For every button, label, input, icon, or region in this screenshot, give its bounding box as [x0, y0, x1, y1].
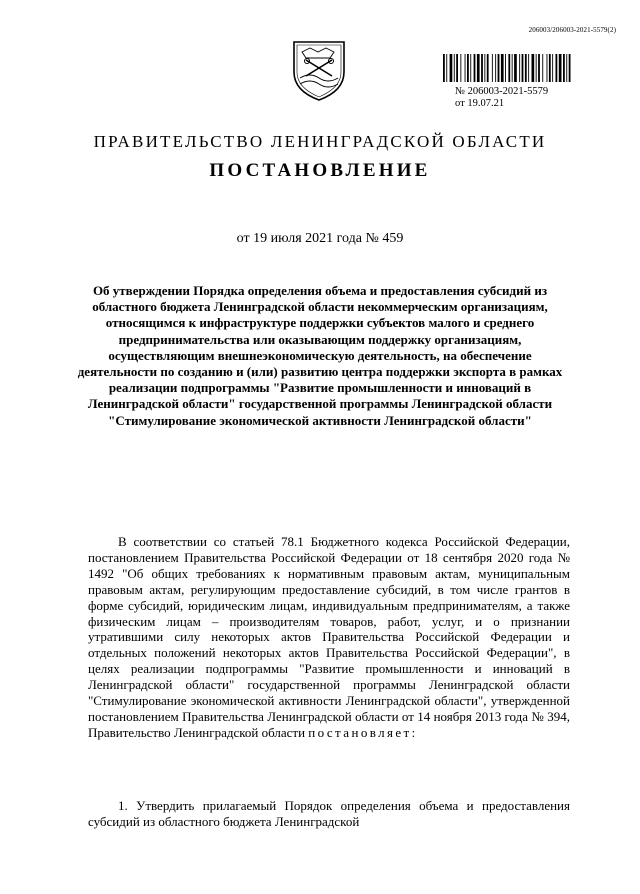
registration-number: № 206003-2021-5579 — [455, 86, 549, 97]
preamble-text: В соответствии со статьей 78.1 Бюджетного кодекса Российской Федерации, постановлением Правительства Российской Федерации от 18 сентября 2020 года № 1492 "Об общих требованиях к нормативным правовым актам, муниципальным правовым актам, регулирующим предоставление субсидий, в том числе грантов в форме субсидий, юридическим лицам, индивидуальным предпринимателям, а также физическим лицам – производителям товаров, работ, услуг, и о признании утратившими силу некоторых актов Правительства Российской Федерации и отдельных положений некоторых актов Правительства Российской Федерации", в целях реализации подпрограммы "Развитие промышленности и инноваций в Ленинградской области" государственной программы Ленинградской области "Стимулирование экономической активности Ленинградской области", утвержденной постановлением Правительства Ленинградской области от 14 ноября 2013 года № 394, Правительство Ленинградской области — [88, 534, 570, 740]
registration-info — [455, 86, 548, 110]
document-title: Об утверждении Порядка определения объема и предоставления субсидий из областного бюджета Ленинградской области некоммерческим организациям, относящимся к инфраструктуре поддержки субъектов малого и среднего предпринимательства или оказывающим поддержку организациям, осуществляющим внешнеэкономическую деятельность, на обеспечение деятельности по созданию и (или) развитию центра поддержки экспорта в рамках реализации подпрограммы "Развитие промышленности и инноваций в Ленинградской области" государственной программы Ленинградской области "Стимулирование экономической активности Ленинградской области" — [77, 283, 563, 428]
document-type-heading: ПОСТАНОВЛЕНИЕ — [209, 160, 431, 181]
authority-heading: ПРАВИТЕЛЬСТВО ЛЕНИНГРАДСКОЙ ОБЛАСТИ — [93, 132, 547, 151]
registration-date: от 19.07.21 — [455, 98, 505, 109]
leningrad-oblast-coat-of-arms-icon — [290, 38, 348, 102]
preamble-paragraph — [88, 534, 570, 741]
decree-word: постановляет: — [308, 724, 418, 740]
item-1-paragraph: 1. Утвердить прилагаемый Порядок определения объема и предоставления субсидий из областного бюджета Ленинградской — [88, 798, 570, 829]
document-date-number: от 19 июля 2021 года № 459 — [236, 231, 404, 246]
reference-code: 206003/206003-2021-5579(2) — [528, 26, 616, 34]
barcode-icon — [441, 54, 571, 82]
